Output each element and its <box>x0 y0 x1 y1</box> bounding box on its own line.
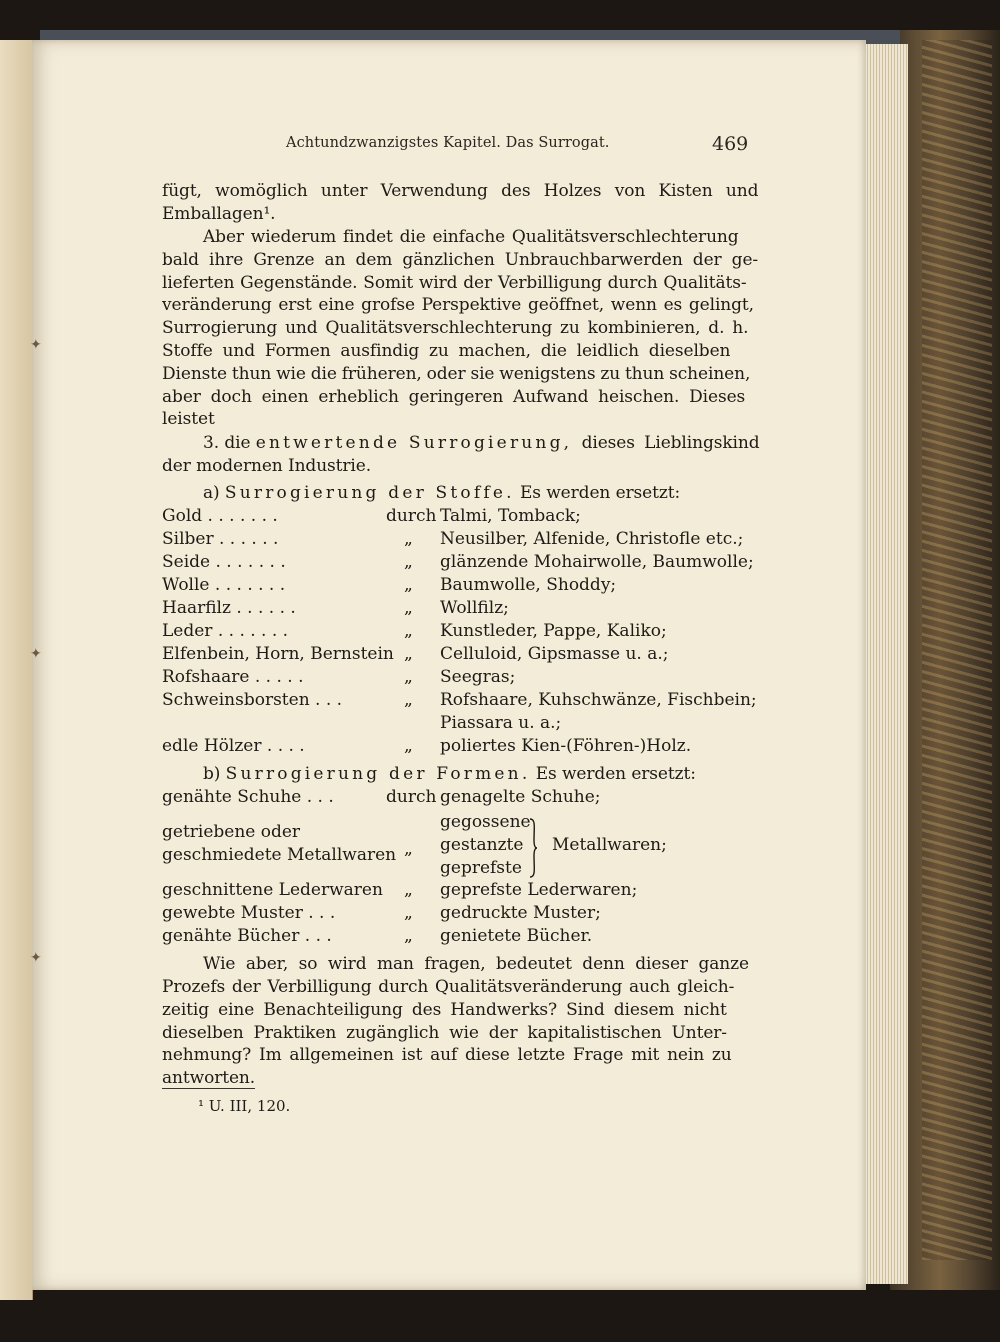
group-result: Metallwaren; <box>552 835 667 855</box>
group-left-line: geschmiedete Metallwaren <box>162 845 397 865</box>
text-line: Prozefs der Verbilligung durch Qualitätsveränderung auch gleich- <box>162 977 735 997</box>
group-item: gestanzte <box>440 835 524 855</box>
page-number: 469 <box>712 133 749 155</box>
text-line: der modernen Industrie. <box>162 456 372 476</box>
table-row-right: Piassara u. a.; <box>440 713 562 733</box>
section-b-heading <box>203 763 696 786</box>
table-row-left: gewebte Muster . . . <box>162 903 336 923</box>
table-row-mid: „ <box>404 839 413 859</box>
enum-prefix: 3. die <box>203 433 256 453</box>
table-row-mid: „ <box>404 736 413 756</box>
table-row-mid: „ <box>404 880 413 900</box>
section-prefix: b) <box>203 764 226 784</box>
table-row-right: Seegras; <box>440 667 516 687</box>
text-line: Surrogierung und Qualitätsverschlechterung zu kombinieren, d. h. <box>162 318 749 338</box>
spaced-term: entwertende Surrogierung, <box>255 433 573 453</box>
table-row-left: Seide . . . . . . . <box>162 552 286 572</box>
cover-texture <box>922 40 992 1260</box>
text-line: Wie aber, so wird man fragen, bedeutet denn dieser ganze <box>203 954 749 974</box>
margin-mark-1: ✦ <box>30 337 42 353</box>
table-row-left: Wolle . . . . . . . <box>162 575 286 595</box>
table-row-left: Schweinsborsten . . . <box>162 690 343 710</box>
text-line: veränderung erst eine grofse Perspektive geöffnet, wenn es gelingt, <box>162 295 754 315</box>
section-suffix: Es werden ersetzt: <box>514 483 681 503</box>
table-row-right: genagelte Schuhe; <box>440 787 601 807</box>
table-row-mid: „ <box>404 621 413 641</box>
enum-suffix: dieses Lieblingskind <box>572 433 760 453</box>
table-row-left: Leder . . . . . . . <box>162 621 289 641</box>
footnote-rule <box>162 1088 255 1089</box>
margin-mark-3: ✦ <box>30 950 42 966</box>
section-a-heading <box>203 482 680 505</box>
table-row-right: poliertes Kien-(Föhren-)Holz. <box>440 736 692 756</box>
table-row-mid: „ <box>404 667 413 687</box>
table-row-mid: „ <box>404 575 413 595</box>
table-row-right: Celluloid, Gipsmasse u. a.; <box>440 644 669 664</box>
running-title: Achtundzwanzigstes Kapitel. Das Surrogat. <box>286 135 610 151</box>
table-row-mid: „ <box>404 690 413 710</box>
text-line: fügt, womöglich unter Verwendung des Holzes von Kisten und <box>162 181 759 201</box>
table-row-right: Rofshaare, Kuhschwänze, Fischbein; <box>440 690 757 710</box>
table-row-left: Elfenbein, Horn, Bernstein <box>162 644 394 664</box>
table-row-mid: „ <box>404 552 413 572</box>
section-suffix: Es werden ersetzt: <box>530 764 696 784</box>
group-item: gegossene <box>440 812 531 832</box>
table-row-left: geschnittene Lederwaren <box>162 880 383 900</box>
text-line: Stoffe und Formen ausfindig zu machen, die leidlich dieselben <box>162 341 731 361</box>
enumeration-line <box>203 432 760 455</box>
table-row-mid: „ <box>404 644 413 664</box>
table-row-mid: „ <box>404 529 413 549</box>
table-row-left: Rofshaare . . . . . <box>162 667 304 687</box>
table-row-left: Gold . . . . . . . <box>162 506 278 526</box>
group-item: geprefste <box>440 858 522 878</box>
text-line: aber doch einen erheblich geringeren Aufwand heischen. Dieses <box>162 387 746 407</box>
table-row-right: Kunstleder, Pappe, Kaliko; <box>440 621 667 641</box>
table-row-left: Haarfilz . . . . . . <box>162 598 296 618</box>
table-row-right: gedruckte Muster; <box>440 903 601 923</box>
table-row-right: Neusilber, Alfenide, Christofle etc.; <box>440 529 744 549</box>
table-row-right: Baumwolle, Shoddy; <box>440 575 617 595</box>
text-line: nehmung? Im allgemeinen ist auf diese letzte Frage mit nein zu <box>162 1045 732 1065</box>
spaced-term: Surrogierung der Stoffe. <box>224 483 515 503</box>
table-row-mid: „ <box>404 926 413 946</box>
table-row-right: geprefste Lederwaren; <box>440 880 638 900</box>
table-row-right: Wollfilz; <box>440 598 509 618</box>
table-row-left: genähte Schuhe . . . <box>162 787 334 807</box>
left-page-edge <box>0 40 33 1300</box>
table-row-mid: „ <box>404 598 413 618</box>
text-line: Aber wiederum findet die einfache Qualitätsverschlechterung <box>203 227 739 247</box>
table-row-mid: durch <box>386 506 437 526</box>
text-line: Emballagen¹. <box>162 204 276 224</box>
page-leaf-edges <box>862 44 908 1284</box>
table-row-mid: „ <box>404 903 413 923</box>
footnote: ¹ U. III, 120. <box>198 1097 291 1115</box>
section-prefix: a) <box>203 483 225 503</box>
text-line: Dienste thun wie die früheren, oder sie wenigstens zu thun scheinen, <box>162 364 751 384</box>
table-row-right: genietete Bücher. <box>440 926 593 946</box>
table-row-left: genähte Bücher . . . <box>162 926 332 946</box>
text-line: leistet <box>162 409 215 429</box>
curly-brace-icon <box>528 818 538 878</box>
text-line: zeitig eine Benachteiligung des Handwerks? Sind diesem nicht <box>162 1000 727 1020</box>
table-row-right: Talmi, Tomback; <box>440 506 581 526</box>
table-row-mid: durch <box>386 787 437 807</box>
group-left-line: getriebene oder <box>162 822 301 842</box>
text-line: dieselben Praktiken zugänglich wie der kapitalistischen Unter- <box>162 1023 727 1043</box>
table-row-right: glänzende Mohairwolle, Baumwolle; <box>440 552 754 572</box>
table-row-left: Silber . . . . . . <box>162 529 279 549</box>
spaced-term: Surrogierung der Formen. <box>225 764 531 784</box>
table-row-left: edle Hölzer . . . . <box>162 736 305 756</box>
text-line: antworten. <box>162 1068 256 1088</box>
text-line: lieferten Gegenstände. Somit wird der Verbilligung durch Qualitäts- <box>162 273 747 293</box>
text-line: bald ihre Grenze an dem gänzlichen Unbrauchbarwerden der ge- <box>162 250 759 270</box>
margin-mark-2: ✦ <box>30 646 42 662</box>
